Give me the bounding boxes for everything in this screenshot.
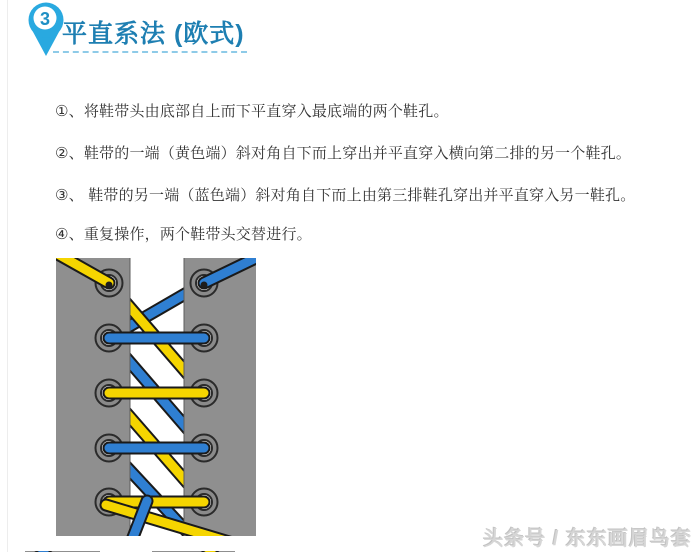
instruction-step-2: ②、鞋带的一端（黄色端）斜对角自下而上穿出并平直穿入横向第二排的另一个鞋孔。: [55, 145, 632, 162]
lacing-diagram-svg: [56, 258, 256, 536]
instruction-step-4: ④、重复操作，两个鞋带头交替进行。: [55, 226, 312, 243]
instruction-step-3: ③、 鞋带的另一端（蓝色端）斜对角自下而上由第三排鞋孔穿出并平直穿入另一鞋孔。: [55, 187, 636, 204]
instruction-step-1: ①、将鞋带头由底部自上而下平直穿入最底端的两个鞋孔。: [55, 103, 449, 120]
title-dotted-underline: [53, 51, 247, 53]
badge-number: 3: [39, 9, 51, 29]
map-pin-badge-icon: [26, 1, 66, 59]
watermark-author: 头条号 / 东东画眉鸟套: [483, 528, 692, 550]
lacing-diagram-image: [56, 258, 256, 536]
page-left-border: [7, 0, 8, 552]
next-diagram-cropped-strip: [0, 545, 260, 552]
section-title: 平直系法 (欧式): [62, 20, 245, 48]
